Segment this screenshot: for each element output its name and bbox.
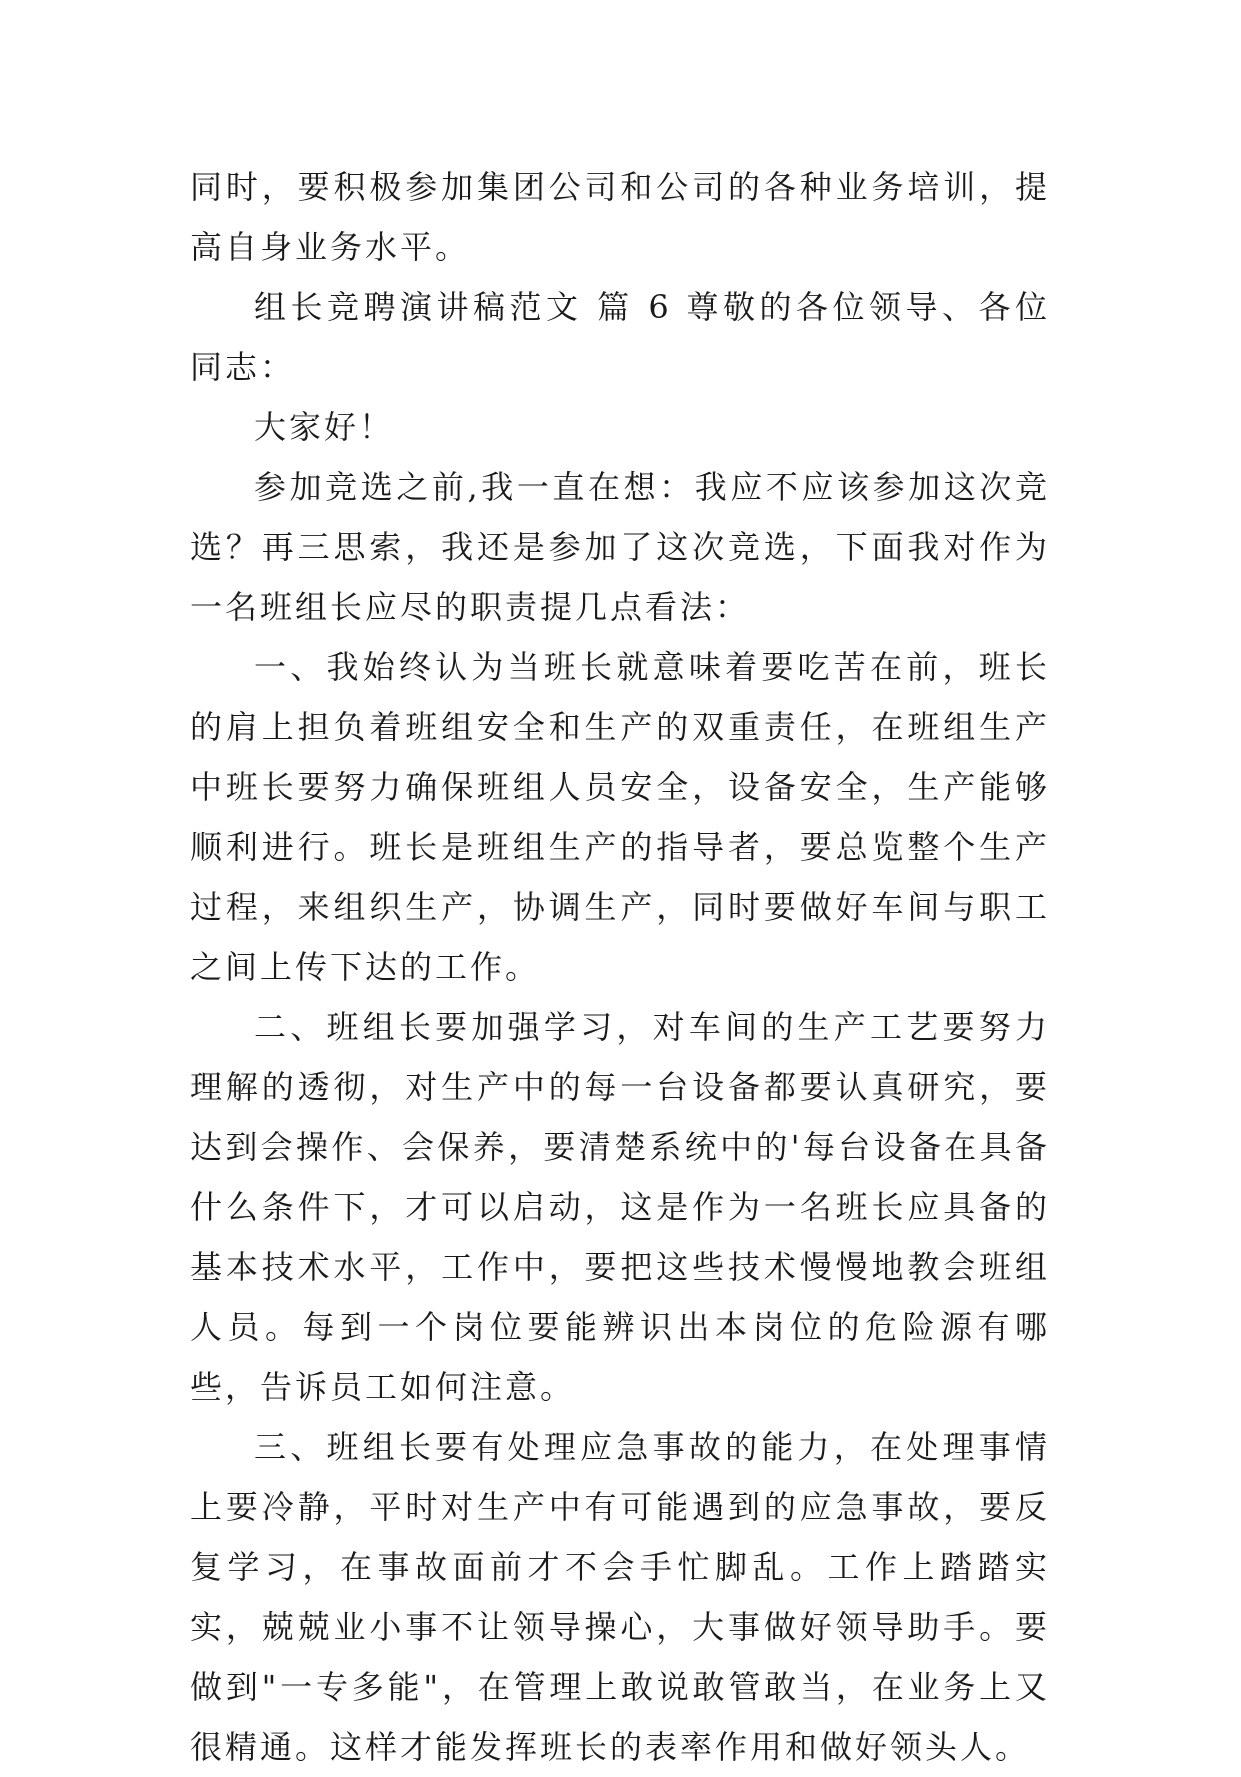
paragraph-salutation: 大家好！: [254, 408, 395, 446]
paragraph-heading-greeting: 组长竞聘演讲稿范文 篇 6 尊敬的各位领导、各位同志：: [190, 288, 1050, 386]
paragraph-point-three: 三、班组长要有处理应急事故的能力，在处理事情上要冷静，平时对生产中有可能遇到的应急事故，要反复学习，在事故面前才不会手忙脚乱。工作上踏踏实实，兢兢业小事不让领导操心，大事做好领导助手。要做到"一专多能"，在管理上敢说敢管敢当，在业务上又很精通。这样才能发挥班长的表率作用和做好领头人。: [190, 1428, 1050, 1766]
paragraph-point-one: 一、我始终认为当班长就意味着要吃苦在前，班长的肩上担负着班组安全和生产的双重责任，在班组生产中班长要努力确保班组人员安全，设备安全，生产能够顺利进行。班长是班组生产的指导者，要总览整个生产过程，来组织生产，协调生产，同时要做好车间与职工之间上传下达的工作。: [190, 648, 1050, 986]
document-body: [190, 157, 1050, 1777]
paragraph-point-two: 二、班组长要加强学习，对车间的生产工艺要努力理解的透彻，对生产中的每一台设备都要认真研究，要达到会操作、会保养，要清楚系统中的'每台设备在具备什么条件下，才可以启动，这是作为一名班长应具备的基本技术水平，工作中，要把这些技术慢慢地教会班组人员。每到一个岗位要能辨识出本岗位的危险源有哪些，告诉员工如何注意。: [190, 1008, 1050, 1406]
paragraph-intro: 参加竞选之前,我一直在想：我应不应该参加这次竞选？再三思索，我还是参加了这次竞选，下面我对作为一名班组长应尽的职责提几点看法：: [190, 468, 1050, 626]
paragraph-continuation: 同时，要积极参加集团公司和公司的各种业务培训，提高自身业务水平。: [190, 168, 1050, 266]
